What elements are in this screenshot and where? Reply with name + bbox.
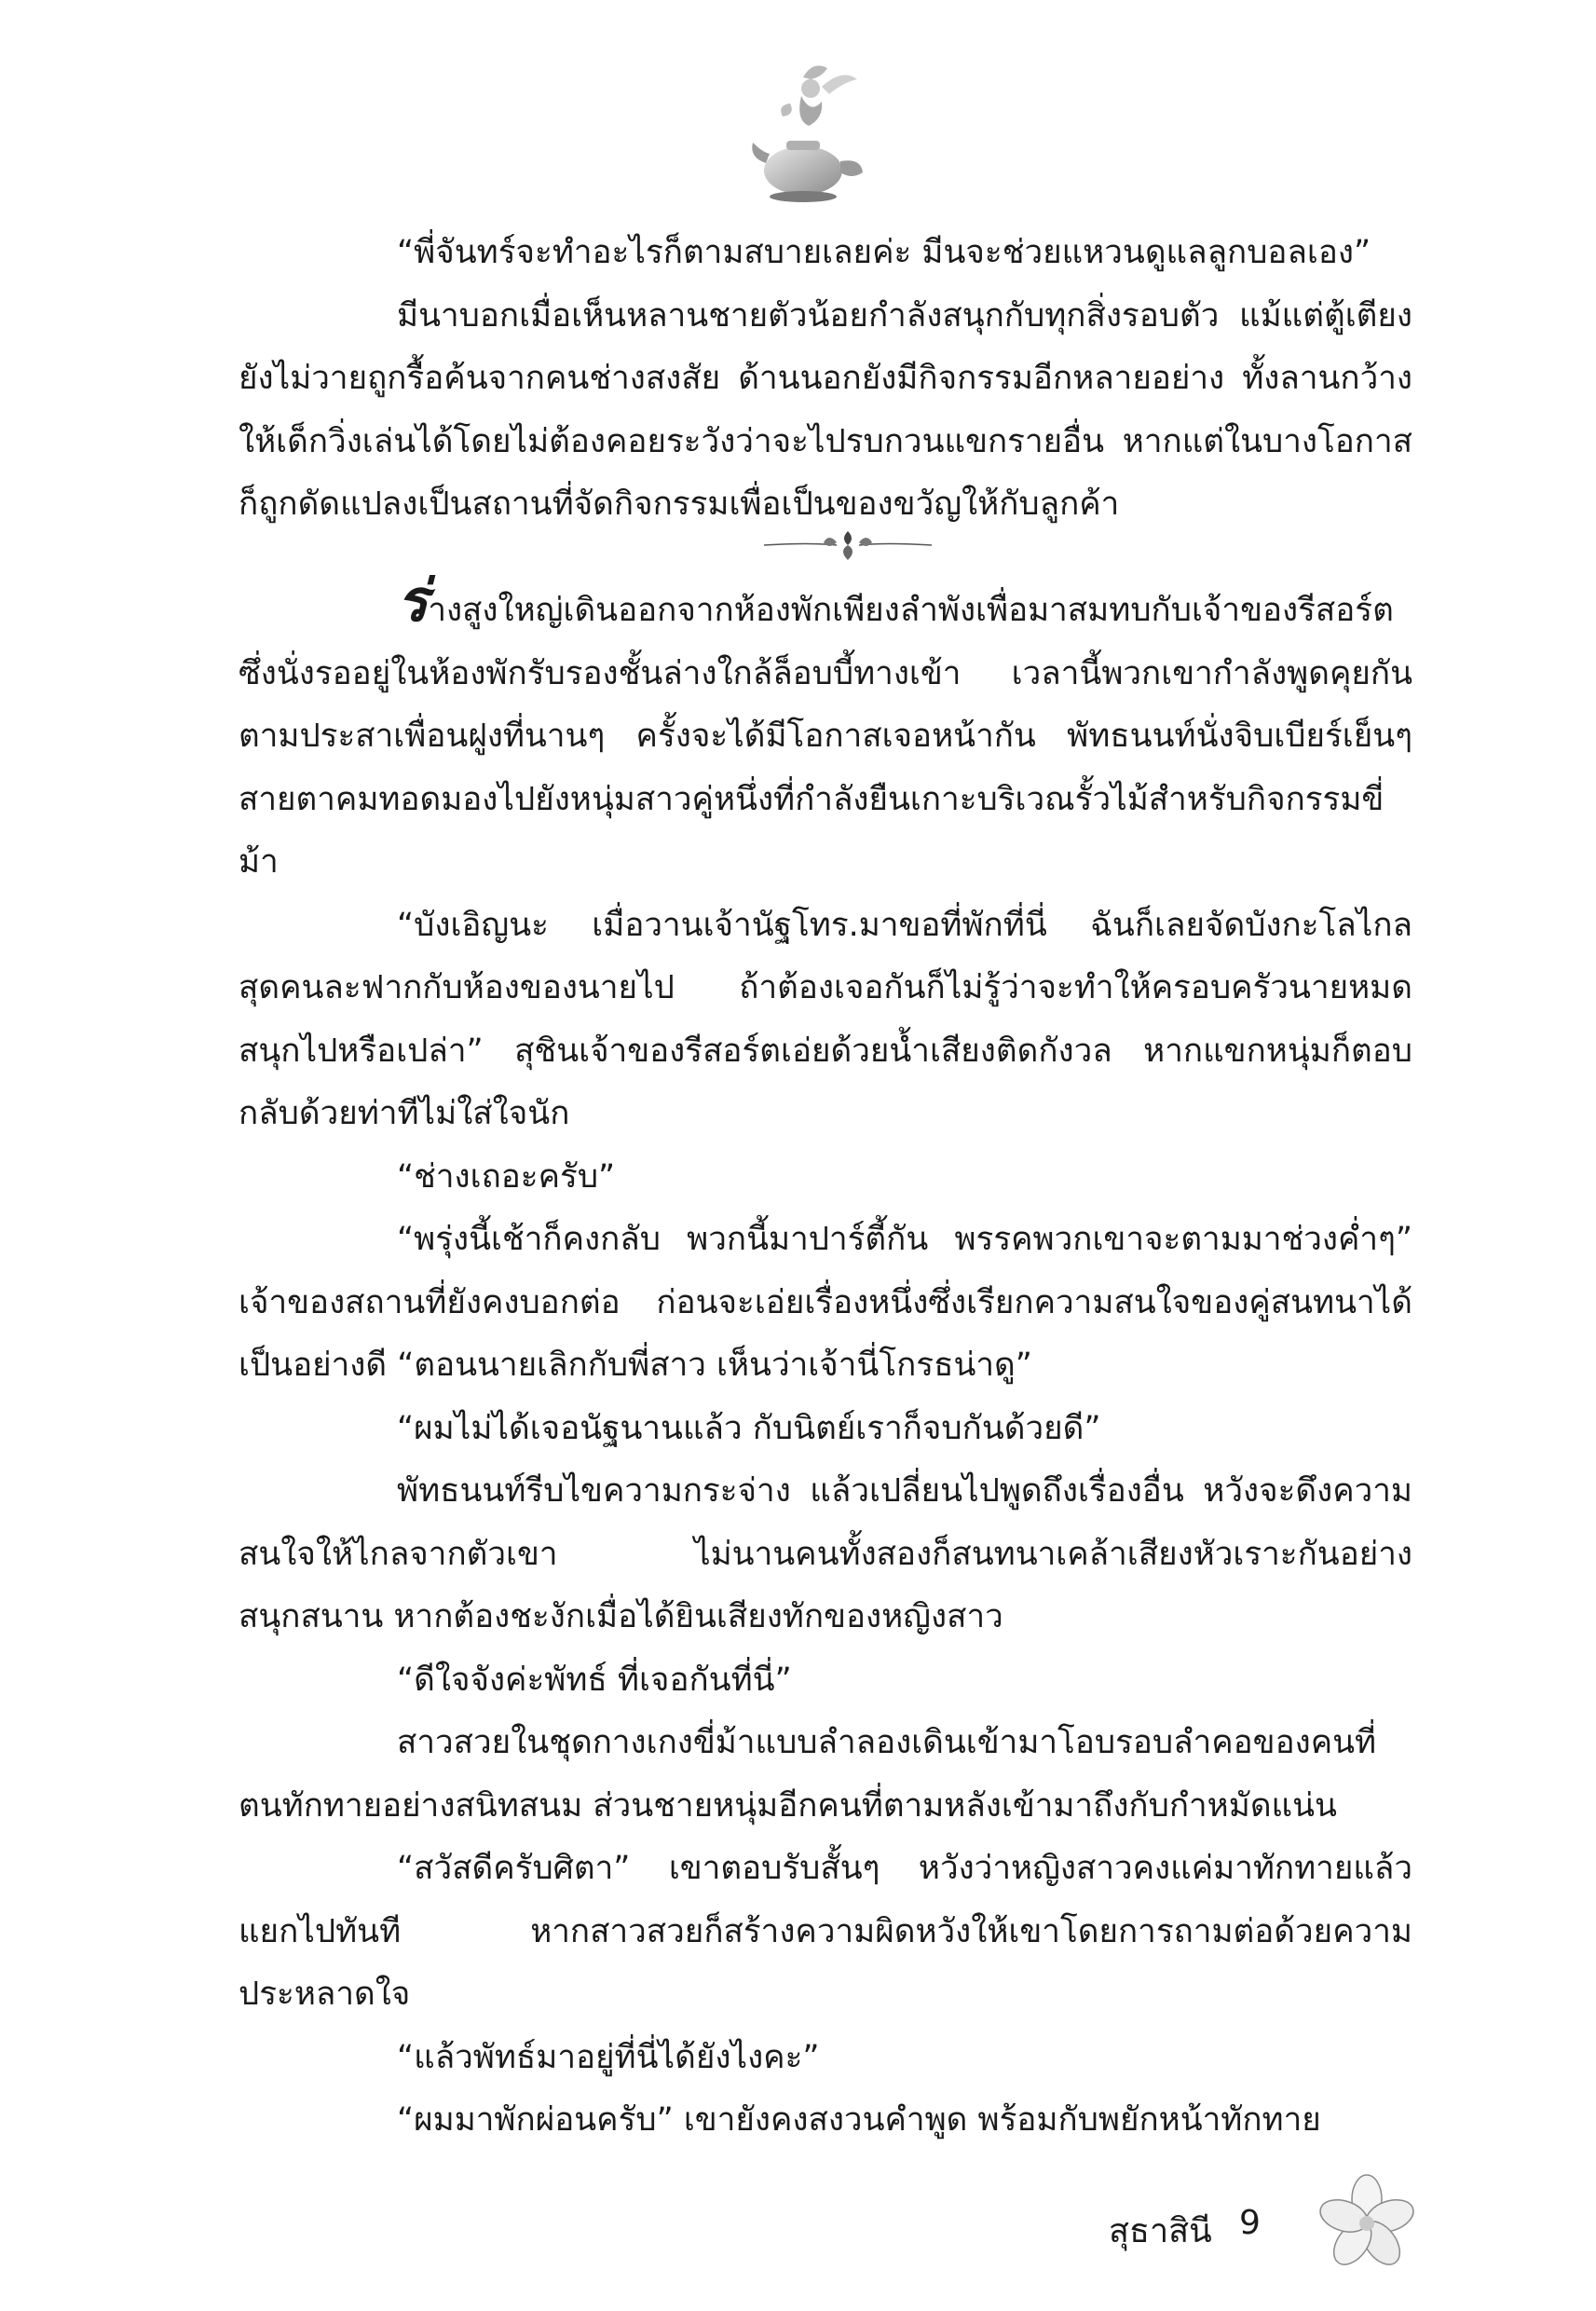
teapot-cupid-icon	[745, 51, 876, 210]
running-footer-title: สุธาสินี	[1109, 2212, 1212, 2250]
paragraph: มีนาบอกเมื่อเห็นหลานชายตัวน้อยกำลังสนุกกับทุกสิ่งรอบตัว แม้แต่ตู้เตียงยังไม่วายถูกรื้อค้นจากคนช่างสงสัย ด้านนอกยังมีกิจกรรมอีกหลายอย่าง ทั้งลานกว้างให้เด็กวิ่งเล่นได้โดยไม่ต้องคอยระวังว่าจะไปรบกวนแขกรายอื่น หากแต่ในบางโอกาสก็ถูกดัดแปลงเป็นสถานที่จัดกิจกรรมเพื่อเป็นของขวัญให้กับลูกค้า	[239, 296, 1412, 523]
paragraph: “บังเอิญนะ เมื่อวานเจ้านัฐโทร.มาขอที่พักที่นี่ ฉันก็เลยจัดบังกะโลไกลสุดคนละฟากกับห้องของนายไป ถ้าต้องเจอกันก็ไม่รู้ว่าจะทำให้ครอบครัวนายหมดสนุกไปหรือเปล่า” สุชินเจ้าของรีสอร์ตเอ่ยด้วยน้ำเสียงติดกังวล หากแขกหนุ่มก็ตอบกลับด้วยท่าทีไม่ใส่ใจนัก	[239, 906, 1412, 1132]
paragraph: “แล้วพัทธ์มาอยู่ที่นี่ได้ยังไงคะ”	[397, 2038, 820, 2076]
section-2	[239, 567, 1412, 2153]
paragraph: “สวัสดีครับศิตา” เขาตอบรับสั้นๆ หวังว่าหญิงสาวคงแค่มาทักทายแล้วแยกไปทันที หากสาวสวยก็สร้างความผิดหวังให้เขาโดยการถามต่อด้วยความประหลาดใจ	[239, 1850, 1412, 2013]
paragraph-text: างสูงใหญ่เดินออกจากห้องพักเพียงลำพังเพื่อมาสมทบกับเจ้าของรีสอร์ตซึ่งนั่งรออยู่ในห้องพักรับรองชั้นล่างใกล้ล็อบบี้ทางเข้า เวลานี้พวกเขากำลังพูดคุยกันตามประสาเพื่อนฝูงที่นานๆ ครั้งจะได้มีโอกาสเจอหน้ากัน พัทธนนท์นั่งจิบเบียร์เย็นๆ สายตาคมทอดมองไปยังหนุ่มสาวคู่หนึ่งที่กำลังยืนเกาะบริเวณรั้วไม้สำหรับกิจกรรมขี่ม้า	[239, 592, 1412, 881]
paragraph: “ผมมาพักผ่อนครับ” เขายังคงสงวนคำพูด พร้อมกับพยักหน้าทักทาย	[397, 2101, 1321, 2139]
paragraph-first	[239, 567, 1412, 895]
paragraph: สาวสวยในชุดกางเกงขี่ม้าแบบลำลองเดินเข้ามาโอบรอบลำคอของคนที่ตนทักทายอย่างสนิทสนม ส่วนชายหนุ่มอีกคนที่ตามหลังเข้ามาถึงกับกำหมัดแน่น	[239, 1724, 1377, 1825]
paragraph: พัทธนนท์รีบไขความกระจ่าง แล้วเปลี่ยนไปพูดถึงเรื่องอื่น หวังจะดึงความสนใจให้ไกลจากตัวเขา ไม่นานคนทั้งสองก็สนทนาเคล้าเสียงหัวเราะกันอย่างสนุกสนาน หากต้องชะงักเมื่อได้ยินเสียงทักของหญิงสาว	[239, 1472, 1412, 1635]
drop-cap: ร่	[397, 567, 429, 635]
paragraph: “ดีใจจังค่ะพัทธ์ ที่เจอกันที่นี่”	[397, 1661, 792, 1699]
paragraph: “ผมไม่ได้เจอนัฐนานแล้ว กับนิตย์เราก็จบกันด้วยดี”	[397, 1409, 1101, 1447]
section-1	[239, 222, 1412, 537]
paragraph: “ช่างเถอะครับ”	[397, 1157, 616, 1196]
paragraph: “พี่จันทร์จะทำอะไรก็ตามสบายเลยค่ะ มีนจะช่วยแหวนดูแลลูกบอลเอง”	[397, 234, 1371, 271]
page-number: 9	[1239, 2204, 1261, 2242]
ornamental-divider-icon	[755, 522, 941, 568]
paragraph: “พรุ่งนี้เช้าก็คงกลับ พวกนี้มาปาร์ตี้กัน พรรคพวกเขาจะตามมาช่วงค่ำๆ” เจ้าของสถานที่ยังคงบอกต่อ ก่อนจะเอ่ยเรื่องหนึ่งซึ่งเรียกความสนใจของคู่สนทนาได้เป็นอย่างดี “ตอนนายเลิกกับพี่สาว เห็นว่าเจ้านี่โกรธน่าดู”	[239, 1221, 1412, 1384]
flower-icon	[1309, 2171, 1430, 2274]
